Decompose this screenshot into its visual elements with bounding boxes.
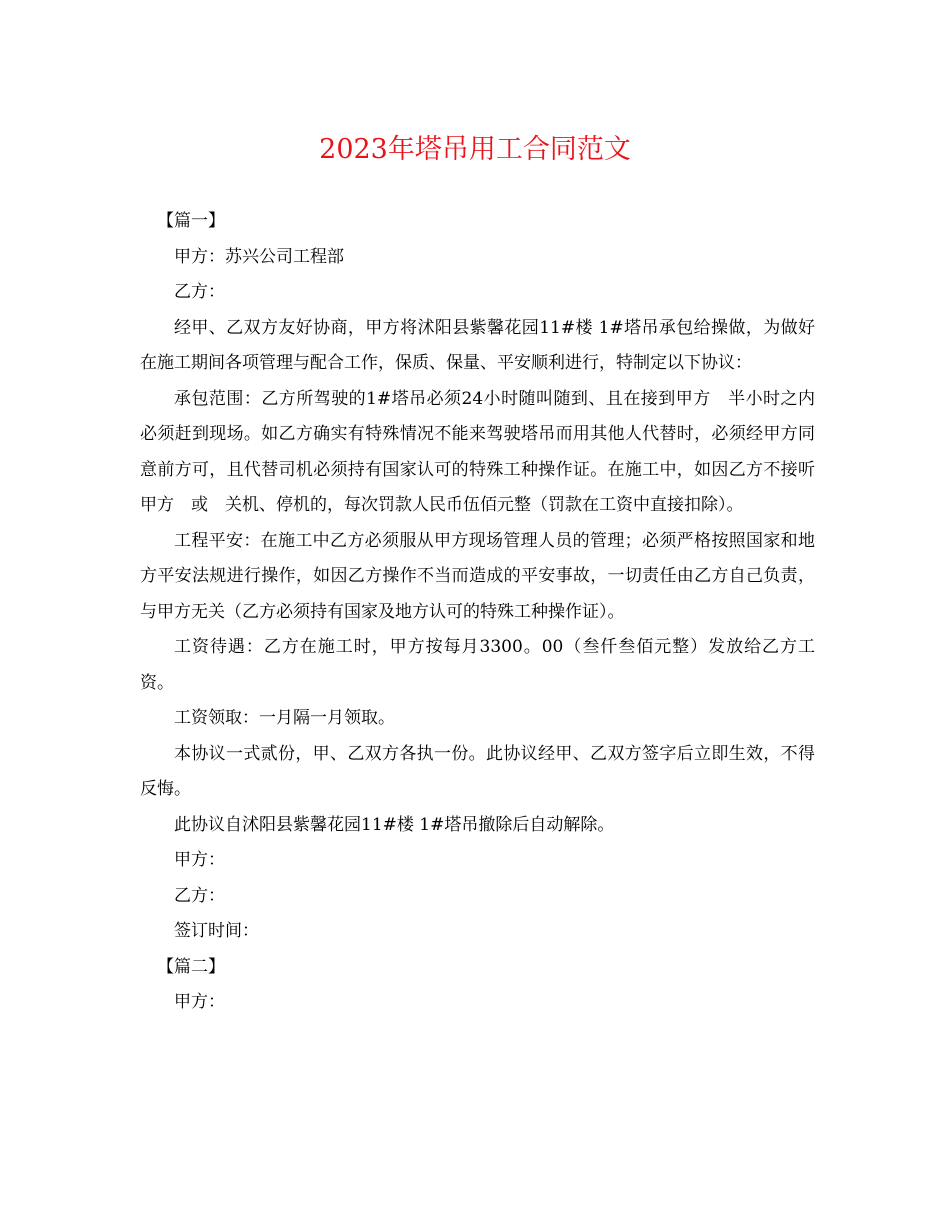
safety-paragraph: 工程平安：在施工中乙方必须服从甲方现场管理人员的管理；必须严格按照国家和地方平安法规进行操作，如因乙方操作不当而造成的平安事故，一切责任由乙方自己负责，与甲方无关（乙方必须持有国家及地方认可的特殊工种操作证）。 [140, 530, 815, 622]
intro-paragraph: 经甲、乙双方友好协商，甲方将沭阳县紫馨花园11#楼 1#塔吊承包给操做，为做好在施工期间各项管理与配合工作，保质、保量、平安顺利进行，特制定以下协议： [140, 317, 815, 373]
party-b-line: 乙方： [174, 282, 225, 302]
document-body [140, 204, 815, 1021]
wage-collection-paragraph: 工资领取：一月隔一月领取。 [174, 708, 395, 728]
section-heading-2: 【篇二】 [157, 956, 225, 977]
scope-paragraph: 承包范围：乙方所驾驶的1#塔吊必须24小时随叫随到、且在接到甲方 半小时之内必须赶到现场。如乙方确实有特殊情况不能来驾驶塔吊而用其他人代替时，必须经甲方同意前方可，且代替司机必须持有国家认可的特殊工种操作证。在施工中，如因乙方不接听甲方 或 关机、停机的，每次罚款人民币伍佰元整（罚款在工资中直接扣除）。 [140, 388, 815, 515]
signature-party-a: 甲方： [174, 850, 225, 870]
document-title: 2023年塔吊用工合同范文 [319, 134, 631, 165]
party-a-line-2: 甲方： [174, 992, 225, 1012]
copies-paragraph: 本协议一式贰份，甲、乙双方各执一份。此协议经甲、乙双方签字后立即生效，不得反悔。 [140, 743, 815, 799]
signature-party-b: 乙方： [174, 885, 225, 906]
party-a-line: 甲方：苏兴公司工程部 [174, 246, 344, 267]
section-heading-1: 【篇一】 [157, 211, 225, 231]
signing-date: 签订时间： [174, 921, 259, 941]
termination-paragraph: 此协议自沭阳县紫馨花园11#楼 1#塔吊撤除后自动解除。 [174, 814, 615, 835]
wage-paragraph: 工资待遇：乙方在施工时，甲方按每月3300。00（叁仟叁佰元整）发放给乙方工资。 [140, 637, 815, 693]
